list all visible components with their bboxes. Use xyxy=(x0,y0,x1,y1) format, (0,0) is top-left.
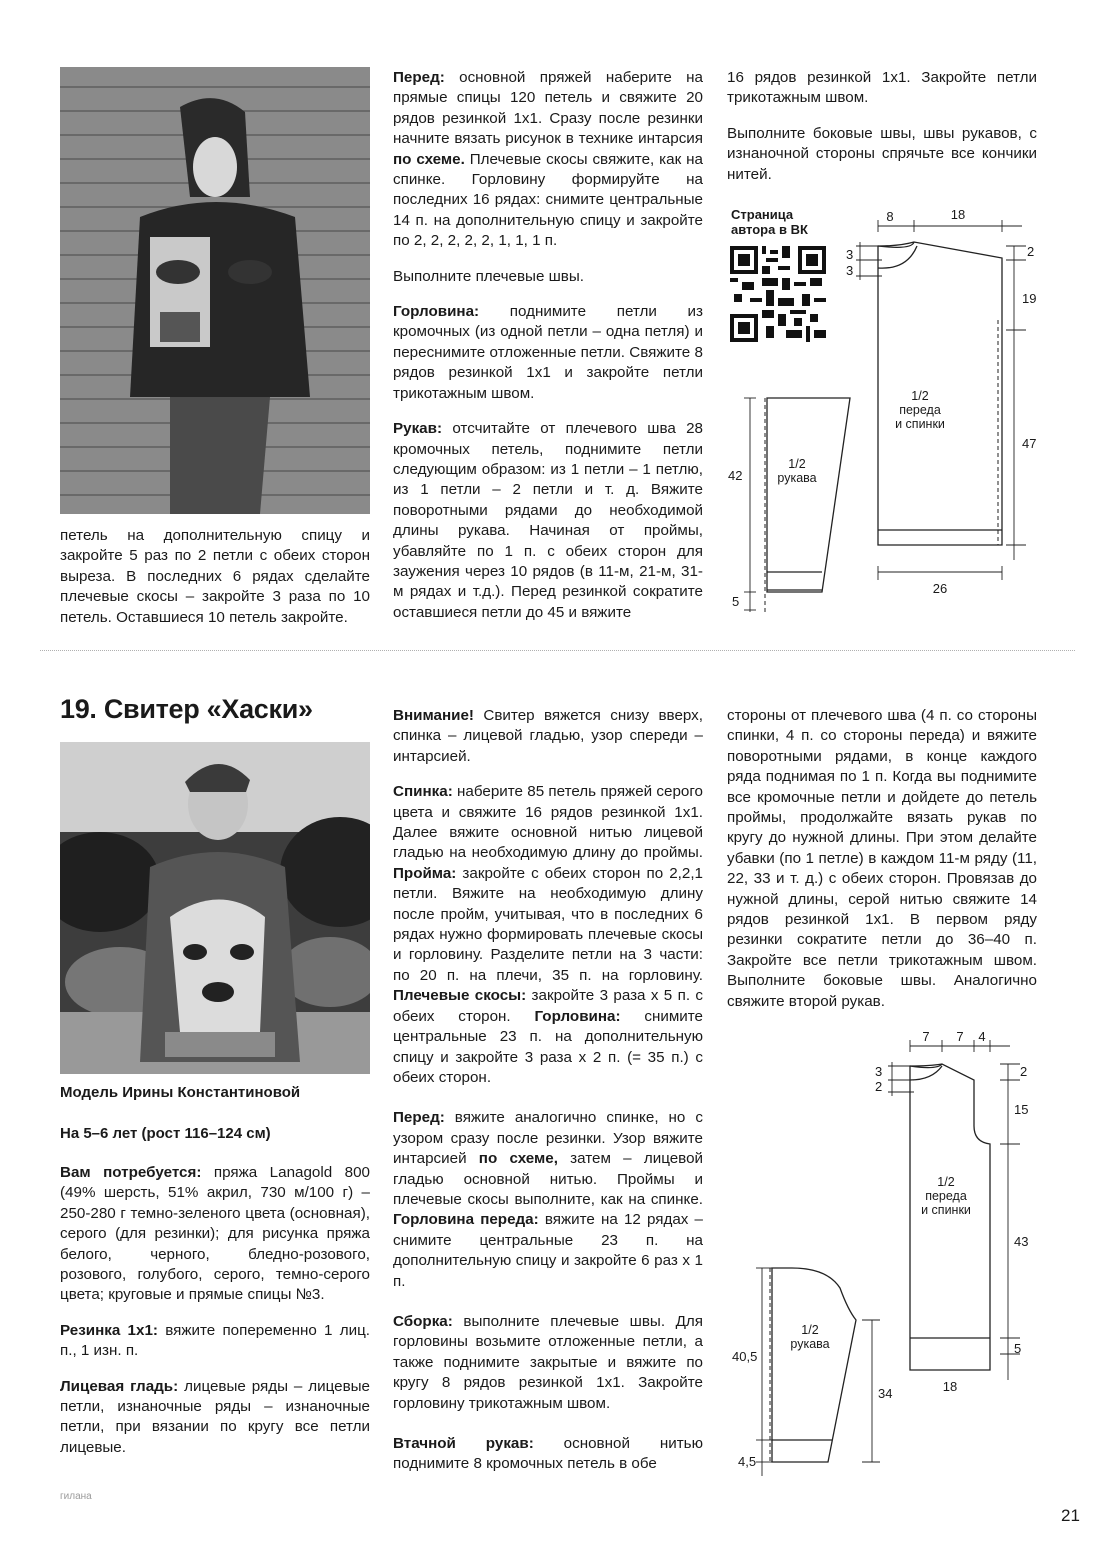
shoulder-text: Выполните плечевые швы. xyxy=(393,267,584,285)
col3-bottom-text: стороны от плечевого шва (4 п. со стороны спинки, 4 п. со стороны переда) и вяжите поворотными рядами, в конце каждого ряда поднимая по 1 п. Когда вы поднимите все кромочные петли и дойдете до петель проймы, продолжайте вязать рукав по кругу до нужной длины. При этом делайте убавки (по 1 петле) в каждом 11-м ряду (11, 22, 33 и т. д.) с обеих сторон. Провязав до нужной длины, серой нитью свяжите 14 рядов резинкой 1х1. В первом ряду резинки сократите петли до 36–40 п. Закройте все петли трикотажным швом. Выполните боковые швы. Аналогично свяжите второй рукав. xyxy=(727,707,1037,1010)
para-col3-a xyxy=(727,68,1037,109)
pattern-author: Модель Ирины Константиновой xyxy=(60,1084,301,1101)
heading-shoulder-slopes: Плечевые скосы: xyxy=(393,987,527,1005)
assembly-text: выполните плечевые швы. Для горловины возьмите отложенные петли, а также поднимите закрытые и вяжите по кругу 8 рядов резинкой 1х1. Закройте горловину трикотажным швом. xyxy=(393,1312,703,1412)
heading-set-in-sleeve: Втачной рукав: xyxy=(393,1435,534,1452)
col3-a-text: 16 рядов резинкой 1х1. Закройте петли трикотажным швом. xyxy=(727,69,1037,107)
label-bottom-sleeve-1: 1/2 xyxy=(801,1323,819,1337)
label-bottom-sleeve-2: рукава xyxy=(790,1337,830,1351)
col3-b-text: Выполните боковые швы, швы рукавов, с изнаночной стороны спрячьте все кончики нитей. xyxy=(727,124,1037,183)
text-bottom-col1 xyxy=(60,1163,370,1473)
heading-armhole: Пройма: xyxy=(393,864,457,882)
dim-top-5: 5 xyxy=(732,594,740,609)
label-body-2: переда xyxy=(899,403,941,417)
back-text: наберите 85 петель пряжей серого цвета и свяжите 16 рядов резинкой 1х1. Далее вяжите основной нитью лицевой гладью на необходимую длину до проймы. xyxy=(393,783,703,862)
heading-assembly: Сборка: xyxy=(393,1312,453,1330)
dim-bottom-18: 18 xyxy=(942,1379,958,1394)
dim-bottom-40-5: 40,5 xyxy=(732,1349,758,1364)
dim-bottom-4-5: 4,5 xyxy=(738,1454,757,1469)
pattern-age: На 5–6 лет (рост 116–124 см) xyxy=(60,1125,271,1142)
front-neck-text: вяжите на 12 рядах – снимите центральные 23 п. на дополнительную спицу и закройте 6 раз х 1 п. xyxy=(393,1211,703,1290)
heading-neck: Горловина: xyxy=(393,303,480,321)
diagram-bottom-pattern xyxy=(732,1020,1072,1480)
dim-bottom-7a: 7 xyxy=(922,1029,930,1044)
dim-bottom-43: 43 xyxy=(1014,1234,1029,1249)
dim-bottom-5: 5 xyxy=(1014,1341,1022,1356)
dim-top-2: 2 xyxy=(1027,244,1035,259)
dim-bottom-4: 4 xyxy=(978,1029,986,1044)
text-top-col3 xyxy=(727,68,1037,200)
front-scheme: по схеме. xyxy=(393,150,465,168)
dim-bottom-34: 34 xyxy=(878,1386,893,1401)
para-assembly xyxy=(393,1312,703,1414)
dim-top-19: 19 xyxy=(1022,291,1037,306)
neckline-text: снимите центральные 23 п. на дополнительную спицу и закройте 3 раза х 2 п. (= 35 п.) с обеих сторон. xyxy=(393,1007,703,1086)
photo-boy-husky-sweater xyxy=(60,742,370,1074)
para-front-b xyxy=(393,1108,703,1292)
front-b-text: вяжите аналогично спинке, но с узором сразу после резинки. Узор вяжите интарсией xyxy=(393,1109,703,1168)
neck-text: поднимите петли из кромочных (из одной петли – одна петля) и переснимите отложенные петли. Свяжите 8 рядов резинкой 1х1 и закройте петли трикотажным швом. xyxy=(393,303,703,402)
heading-rib: Резинка 1х1: xyxy=(60,1321,158,1339)
dim-top-3b: 3 xyxy=(846,263,854,278)
label-bottom-body-3: и спинки xyxy=(921,1203,971,1217)
front-b-scheme: по схеме, xyxy=(478,1150,558,1168)
top-col1-text: петель на дополнительную спицу и закройте 5 раз по 2 петли с обеих сторон выреза. В последних 6 рядах сделайте плечевые скосы – закройте 3 раза по 10 петель. Оставшиеся 10 петель закройте. xyxy=(60,527,370,626)
label-body-3: и спинки xyxy=(895,417,945,431)
label-sleeve-1: 1/2 xyxy=(788,457,806,471)
dim-bottom-7b: 7 xyxy=(956,1029,964,1044)
need-text: пряжа Lanagold 800 (49% шерсть, 51% акрил, 730 м/100 г) –250-280 г темно-зеленого цвета (основная), серого (для резинки); для рисунка пряжа белого, черного, бледно-розового, розового, голубого, серого, темно-серого цвета; круговые и прямые спицы №3. xyxy=(60,1164,370,1304)
para-shoulder xyxy=(393,267,703,287)
pattern-title: 19. Свитер «Хаски» xyxy=(60,694,313,724)
dim-top-26: 26 xyxy=(932,581,948,596)
para-col3-b xyxy=(727,124,1037,185)
attention-text: Свитер вяжется снизу вверх, спинка – лицевой гладью, узор спереди – интарсией. xyxy=(393,707,703,765)
heading-neckline: Горловина: xyxy=(534,1007,621,1025)
heading-sleeve: Рукав: xyxy=(393,420,443,438)
para-front xyxy=(393,68,703,252)
set-in-sleeve-text: основной нитью поднимите 8 кромочных петель в обе xyxy=(393,1435,703,1473)
label-bottom-body-1: 1/2 xyxy=(937,1175,955,1189)
stockinette-text: лицевые ряды – лицевые петли, изнаночные ряды – изнаночные петли, при вязании по кругу все петли лицевые. xyxy=(60,1377,370,1456)
dim-top-3a: 3 xyxy=(846,247,854,262)
heading-front: Перед: xyxy=(393,69,445,86)
rib-text: вяжите попеременно 1 лиц. п., 1 изн. п. xyxy=(60,1321,370,1360)
sleeve-text: отсчитайте от плечевого шва 28 кромочных петель, поднимите петли следующим образом: из 1 петли – 1 петлю, из 1 петли – 2 петли и т. д. Вяжите поворотными рядами до необходимой длины рукава. Начиная от проймы, убавляйте по 1 п. с обеих сторон для заужения через 10 рядов (в 11-м, 21-м, 31-м рядах и т.д.). Перед резинкой сократите оставшиеся петли до 45 и вяжите xyxy=(393,420,703,621)
para-sleeve xyxy=(393,419,703,623)
heading-back: Спинка: xyxy=(393,783,453,801)
dim-bottom-2b: 2 xyxy=(1020,1064,1028,1079)
heading-stockinette: Лицевая гладь: xyxy=(60,1377,179,1395)
section-divider xyxy=(40,650,1075,651)
text-top-col2 xyxy=(393,68,703,638)
dim-bottom-15: 15 xyxy=(1014,1102,1029,1117)
front-text: основной пряжей наберите на прямые спицы 120 петель и свяжите 20 рядов резинкой 1х1. Сразу после резинки начните вязать рисунок в технике интарсия xyxy=(393,69,703,148)
heading-front-b: Перед: xyxy=(393,1109,445,1127)
label-sleeve-2: рукава xyxy=(777,471,817,485)
heading-attention: Внимание! xyxy=(393,707,474,724)
para-back xyxy=(393,782,703,1088)
dim-bottom-2a: 2 xyxy=(875,1079,883,1094)
text-bottom-col3 xyxy=(727,706,1037,1012)
qr-label-line2: автора в ВК xyxy=(731,222,808,237)
para-stockinette xyxy=(60,1377,370,1459)
para-attention xyxy=(393,706,703,767)
dim-top-47: 47 xyxy=(1022,436,1037,451)
dim-top-18: 18 xyxy=(950,207,966,222)
para-neck xyxy=(393,302,703,404)
footer-brand: гилана xyxy=(60,1491,92,1502)
heading-front-neck: Горловина переда: xyxy=(393,1211,539,1229)
dim-bottom-3: 3 xyxy=(875,1064,883,1079)
front-text-2: Плечевые скосы свяжите, как на спинке. Горловину формируйте на последних 16 рядах: снимите центральные 14 п. на дополнительную спицу и закройте по 2, 2, 2, 2, 2, 1, 1, 1 п. xyxy=(393,150,703,250)
diagram-top-pattern xyxy=(722,200,1062,620)
para-rib xyxy=(60,1321,370,1362)
dim-top-8: 8 xyxy=(886,209,894,224)
page-number: 21 xyxy=(1061,1506,1080,1525)
text-top-col1 xyxy=(60,526,370,628)
para-set-in-sleeve xyxy=(393,1434,703,1475)
para-need xyxy=(60,1163,370,1306)
front-b-text-2: затем – лицевой гладью основной нитью. Проймы и плечевые скосы выполните, как на спинке. xyxy=(393,1150,703,1208)
photo-girl-sweater xyxy=(60,67,370,514)
dim-top-42: 42 xyxy=(728,468,743,483)
label-body-1: 1/2 xyxy=(911,389,929,403)
heading-need: Вам потребуется: xyxy=(60,1164,202,1181)
text-bottom-col2 xyxy=(393,706,703,1490)
qr-label-line1: Страница xyxy=(731,207,794,222)
armhole-text: закройте с обеих сторон по 2,2,1 петли. Вяжите на необходимую длину после пройм, учитывая, что в последних 6 рядах нужно формировать плечевые скосы и горловину. Разделите петли на 3 части: по 20 п. на плечи, 35 п. на горловину. xyxy=(393,864,703,984)
shoulder-slopes-text: закройте 3 раза х 5 п. с обеих сторон. xyxy=(393,987,703,1025)
label-bottom-body-2: переда xyxy=(925,1189,967,1203)
